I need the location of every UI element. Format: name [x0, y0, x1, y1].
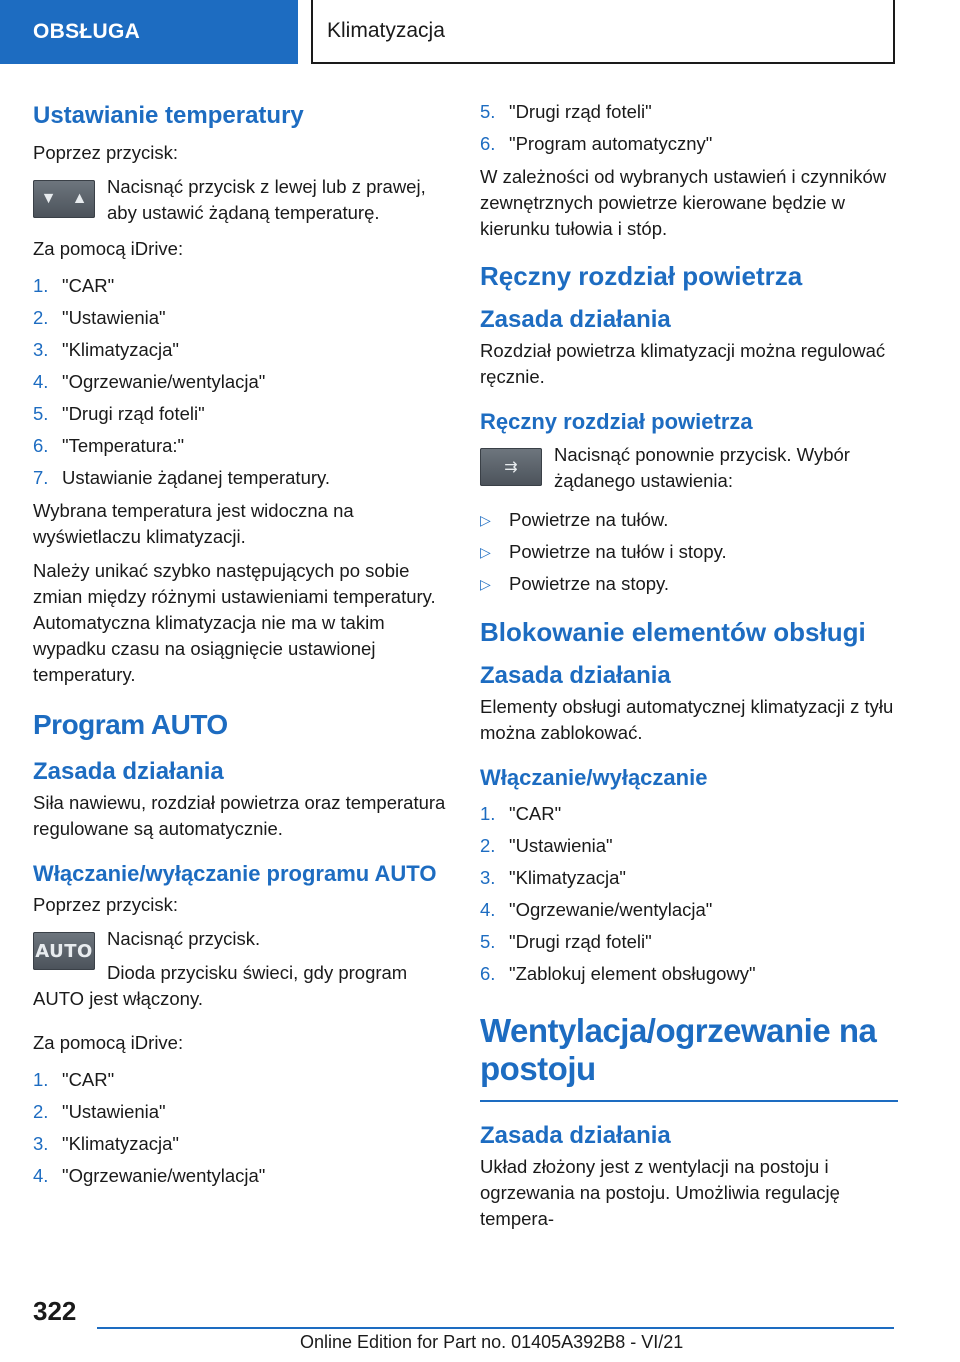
list-item: 4. "Ogrzewanie/wentylacja": [480, 899, 713, 920]
list-item: ▷ Powietrze na stopy.: [480, 568, 898, 600]
bullet-triangle-icon: ▷: [480, 576, 491, 592]
manual-options-list: [480, 504, 898, 600]
auto-steps-continued: [480, 96, 898, 160]
auto-led-note: Dioda przycisku świeci, gdy program AUTO jest włączony.: [33, 962, 408, 1009]
list-item: 4. "Ogrzewanie/wentylacja": [33, 371, 266, 392]
list-item: 6. "Program automatyczny": [480, 133, 713, 154]
manual-button-row: [480, 442, 898, 494]
list-item: 1. "CAR": [480, 803, 562, 824]
temp-note-display: Wybrana temperatura jest widoczna na wyświetlaczu klimatyzacji.: [33, 500, 354, 547]
list-item: ▷ Powietrze na tułów.: [480, 504, 898, 536]
auto-steps-list: [33, 1064, 449, 1192]
via-idrive-label: Za pomocą iDrive:: [33, 238, 184, 259]
list-item: 7. Ustawianie żądanej temperatury.: [33, 467, 331, 488]
temp-note-avoid: Należy unikać szybko następujących po sobie zmian między różnymi ustawieniami temperatury. Automatyczna klimatyzacja nie ma w takim wypadku czasu na osiągnięcie ustawionej temperatury.: [33, 560, 436, 685]
chapter-header: [311, 0, 895, 64]
heading-manual-distribution-2: Ręczny rozdział powietrza: [480, 409, 753, 434]
arrow-down-icon: ▼: [40, 190, 57, 207]
via-button-label: Poprzez przycisk:: [33, 142, 178, 163]
temp-steps-list: [33, 270, 449, 494]
section-title: OBSŁUGA: [33, 20, 141, 43]
heading-principle-3: Zasada działania: [480, 662, 671, 689]
bullet-triangle-icon: ▷: [480, 544, 491, 560]
list-item: 2. "Ustawienia": [33, 1101, 166, 1122]
footer-rule: [97, 1327, 894, 1329]
heading-principle-2: Zasada działania: [480, 306, 671, 333]
heading-principle: Zasada działania: [33, 758, 224, 785]
temperature-button-image: [33, 180, 95, 218]
heading-temperature: Ustawianie temperatury: [33, 102, 304, 129]
list-item: 2. "Ustawienia": [480, 835, 613, 856]
temp-button-row: [33, 174, 449, 226]
lock-principle-text: Elementy obsługi automatycznej klimatyzacji z tyłu można zablokować.: [480, 696, 894, 743]
left-column: [33, 100, 449, 1196]
list-item: 2. "Ustawienia": [33, 307, 166, 328]
heading-principle-4: Zasada działania: [480, 1122, 671, 1149]
list-item: 5. "Drugi rząd foteli": [480, 101, 652, 122]
list-item: 5. "Drugi rząd foteli": [480, 931, 652, 952]
arrow-up-icon: ▲: [71, 190, 88, 207]
list-item: 6. "Zablokuj element obsługowy": [480, 963, 756, 984]
heading-manual-distribution: Ręczny rozdział powietrza: [480, 261, 803, 291]
auto-principle-text: Siła nawiewu, rozdział powietrza oraz temperatura regulowane są automatycznie.: [33, 792, 446, 839]
heading-parking-ventilation: Wentylacja/ogrzewanie na postoju: [480, 1012, 877, 1087]
auto-press-instruction: Nacisnąć przycisk.: [107, 928, 261, 949]
list-item: 3. "Klimatyzacja": [33, 339, 179, 360]
list-item: 6. "Temperatura:": [33, 435, 185, 456]
heading-auto: Program AUTO: [33, 709, 228, 740]
list-item: ▷ Powietrze na tułów i stopy.: [480, 536, 898, 568]
list-item: 5. "Drugi rząd foteli": [33, 403, 205, 424]
auto-direction-note: W zależności od wybranych ustawień i czynników zewnętrznych powietrze kierowane będzie w kierunku tułowia i stóp.: [480, 166, 887, 239]
heading-auto-toggle: Włączanie/wyłączanie programu AUTO: [33, 861, 437, 886]
list-item: 1. "CAR": [33, 1069, 115, 1090]
manual-button-instruction: Nacisnąć ponownie przycisk. Wybór żądanego ustawienia:: [554, 444, 850, 491]
auto-button-image: AUTO: [33, 932, 95, 970]
section-tab: [0, 0, 298, 64]
edition-footer: Online Edition for Part no. 01405A392B8 - VI/21: [300, 1332, 684, 1352]
heading-lock: Blokowanie elementów obsługi: [480, 617, 866, 647]
bullet-triangle-icon: ▷: [480, 512, 491, 528]
list-item: 3. "Klimatyzacja": [480, 867, 626, 888]
heading-rule: [480, 1100, 898, 1102]
list-item: 3. "Klimatyzacja": [33, 1133, 179, 1154]
via-idrive-label-2: Za pomocą iDrive:: [33, 1032, 184, 1053]
list-item: 1. "CAR": [33, 275, 115, 296]
air-distribution-button-image: [480, 448, 542, 486]
air-distribution-icon: ⇉: [504, 459, 518, 476]
heading-toggle: Włączanie/wyłączanie: [480, 765, 708, 790]
chapter-title: Klimatyzacja: [327, 19, 445, 42]
list-item: 4. "Ogrzewanie/wentylacja": [33, 1165, 266, 1186]
via-button-label-2: Poprzez przycisk:: [33, 894, 178, 915]
right-column: [480, 100, 898, 1240]
parking-text: Układ złożony jest z wentylacji na postoju i ogrzewania na postoju. Umożliwia regulację tempera-: [480, 1156, 840, 1229]
lock-steps-list: [480, 798, 898, 990]
page-number: 322: [33, 1296, 77, 1326]
temp-button-instruction: Nacisnąć przycisk z lewej lub z prawej, aby ustawić żądaną temperaturę.: [107, 176, 426, 223]
manual-principle-text: Rozdział powietrza klimatyzacji można regulować ręcznie.: [480, 340, 886, 387]
